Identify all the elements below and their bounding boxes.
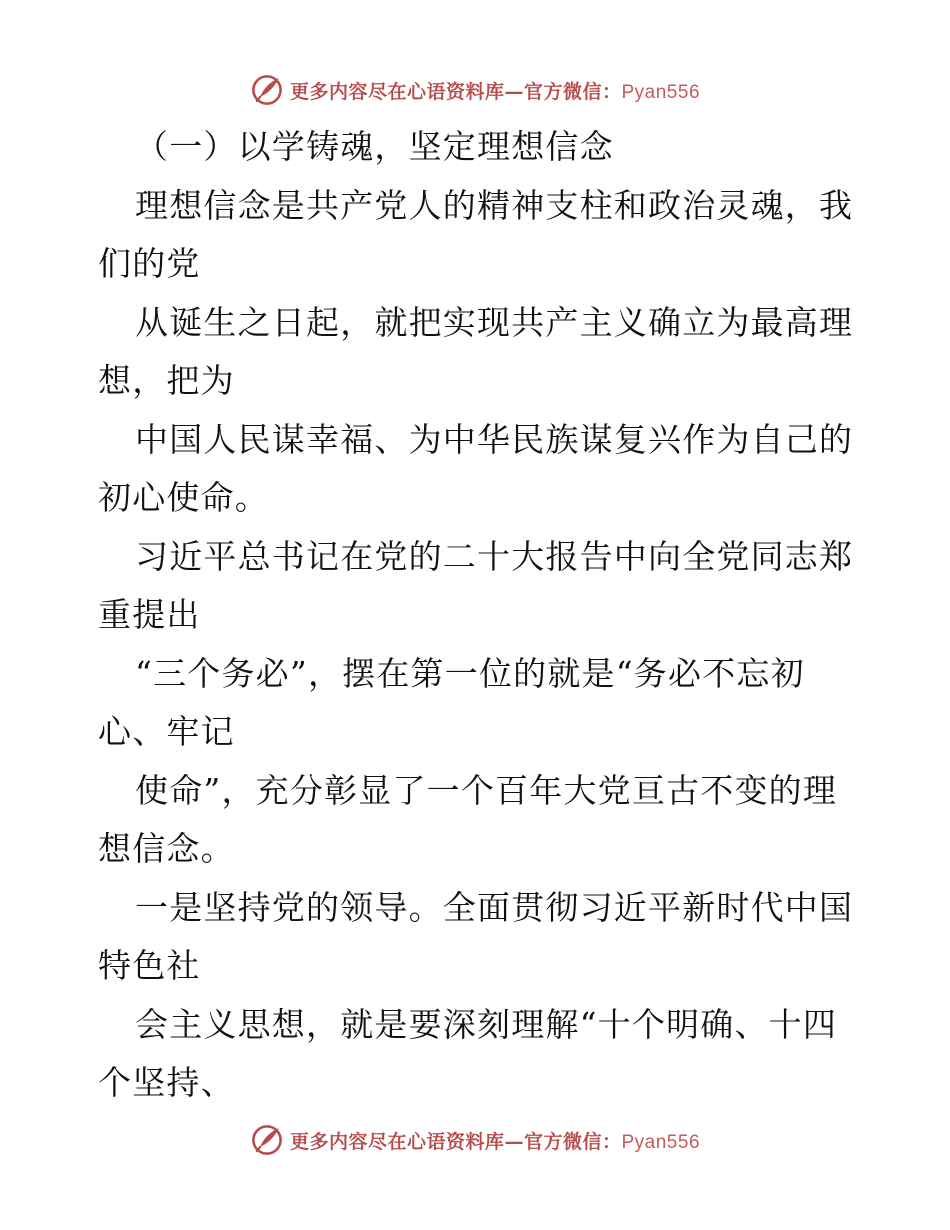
paragraph-line: 想信念。 — [98, 829, 235, 868]
paragraph-line: 个坚持、 — [98, 1063, 235, 1102]
section-heading: （一）以学铸魂，坚定理想信念 — [135, 127, 614, 166]
paragraph-line: 习近平总书记在党的二十大报告中向全党同志郑 — [135, 536, 854, 576]
paragraph-line: 重提出 — [98, 595, 201, 634]
paragraph-line: 特色社 — [98, 946, 201, 985]
watermark-text: 更多内容尽在心语资料库—官方微信：Pyan556 — [289, 80, 701, 103]
paragraph-line: 想，把为 — [98, 361, 235, 400]
paragraph-line: 会主义思想，就是要深刻理解“十个明确、十四 — [135, 1004, 838, 1044]
paragraph-line: 中国人民谋幸福、为中华民族谋复兴作为自己的 — [135, 419, 854, 459]
paragraph-line: 理想信念是共产党人的精神支柱和政治灵魂，我 — [135, 185, 854, 225]
document-body — [98, 118, 858, 1113]
paragraph-line: 心、牢记 — [98, 712, 235, 751]
watermark-footer — [0, 1120, 950, 1160]
paragraph-line: 们的党 — [98, 244, 201, 283]
feather-logo-icon — [250, 1123, 284, 1157]
paragraph-line: 从诞生之日起，就把实现共产主义确立为最高理 — [135, 302, 854, 342]
paragraph-line: 初心使命。 — [98, 478, 269, 517]
paragraph-line: 一是坚持党的领导。全面贯彻习近平新时代中国 — [135, 887, 854, 927]
watermark-header — [0, 70, 950, 110]
paragraph-line: “三个务必”，摆在第一位的就是“务必不忘初 — [135, 653, 805, 693]
feather-logo-icon — [250, 73, 284, 107]
paragraph-line: 使命”，充分彰显了一个百年大党亘古不变的理 — [135, 770, 838, 810]
watermark-text: 更多内容尽在心语资料库—官方微信：Pyan556 — [289, 1130, 701, 1153]
